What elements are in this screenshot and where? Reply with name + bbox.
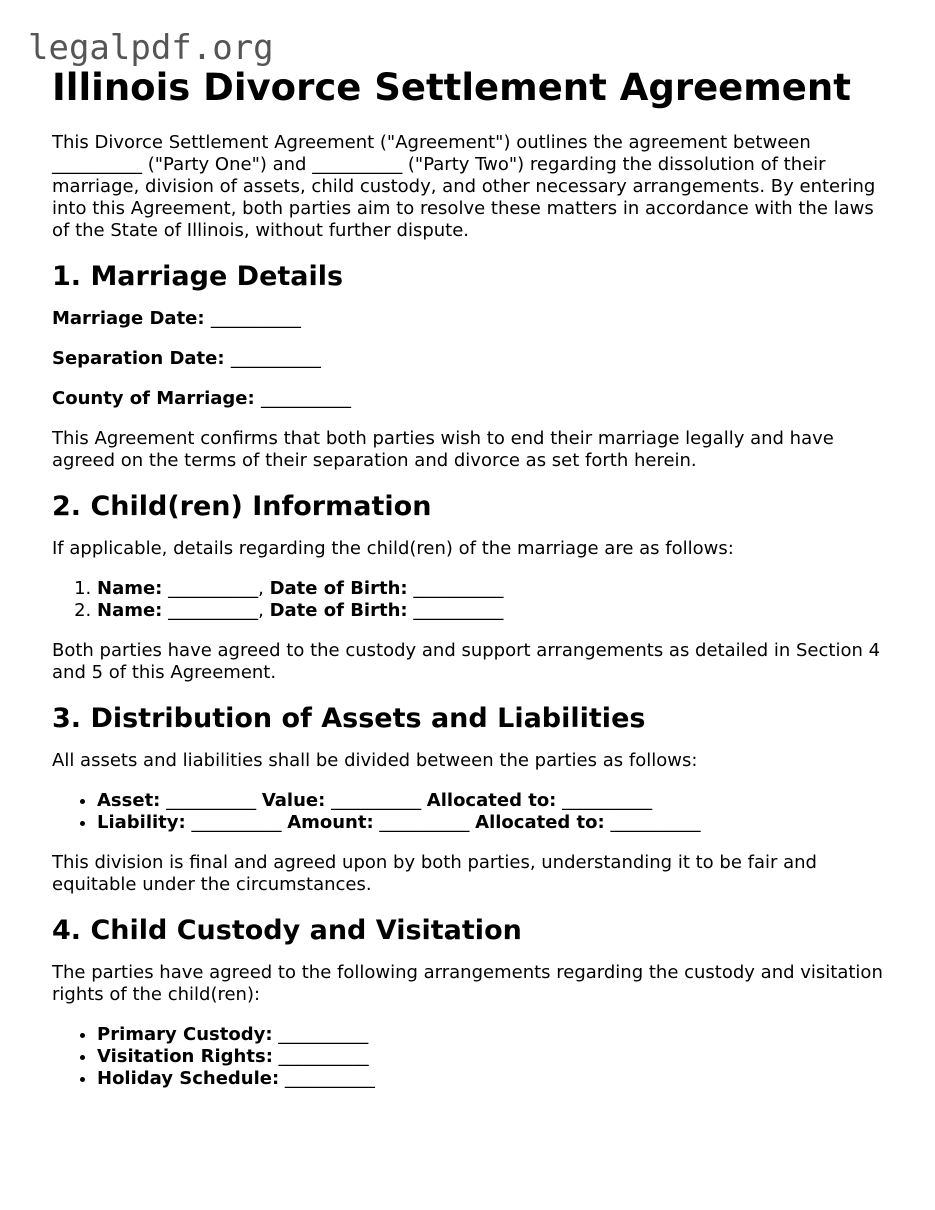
field-label: Separation Date: <box>52 348 225 369</box>
separator: , <box>258 600 264 621</box>
list-item <box>97 1024 892 1046</box>
item-label: Holiday Schedule: <box>97 1068 280 1089</box>
field-blank: __________ <box>413 578 504 599</box>
item-label: Allocated to: <box>475 812 605 833</box>
children-paragraph: Both parties have agreed to the custody and support arrangements as detailed in Section 4 and 5 of this Agreement. <box>52 640 881 683</box>
list-item <box>97 1046 892 1068</box>
item-label: Primary Custody: <box>97 1024 273 1045</box>
children-list <box>52 578 892 622</box>
field-blank: __________ <box>562 790 653 811</box>
field-blank: __________ <box>168 578 259 599</box>
field-blank: __________ <box>413 600 504 621</box>
field-blank: __________ <box>168 600 259 621</box>
marriage-date-field <box>52 308 892 330</box>
field-blank: __________ <box>278 1024 369 1045</box>
assets-intro: All assets and liabilities shall be divided between the parties as follows: <box>52 750 698 771</box>
item-label: Date of Birth: <box>269 600 408 621</box>
field-blank: __________ <box>166 790 257 811</box>
watermark: legalpdf.org <box>28 28 274 68</box>
list-item <box>97 812 892 834</box>
marriage-paragraph: This Agreement confirms that both parties wish to end their marriage legally and have agreed on the terms of their separation and divorce as set forth herein. <box>52 428 834 471</box>
field-blank: __________ <box>610 812 701 833</box>
document-title: Illinois Divorce Settlement Agreement <box>52 66 851 109</box>
field-blank: __________ <box>278 1046 369 1067</box>
section-heading-custody: 4. Child Custody and Visitation <box>52 915 522 946</box>
section-heading-children: 2. Child(ren) Information <box>52 491 432 522</box>
item-label: Liability: <box>97 812 186 833</box>
county-of-marriage-field <box>52 388 892 410</box>
list-item <box>97 600 892 622</box>
item-label: Name: <box>97 600 163 621</box>
custody-intro: The parties have agreed to the following arrangements regarding the custody and visitation rights of the child(ren): <box>52 962 883 1005</box>
field-blank: __________ <box>379 812 470 833</box>
field-blank: __________ <box>191 812 282 833</box>
item-label: Visitation Rights: <box>97 1046 273 1067</box>
field-blank: __________ <box>260 388 351 409</box>
list-item <box>97 790 892 812</box>
field-blank: __________ <box>331 790 422 811</box>
item-label: Allocated to: <box>426 790 557 811</box>
field-label: County of Marriage: <box>52 388 255 409</box>
item-label: Amount: <box>287 812 374 833</box>
item-label: Name: <box>97 578 163 599</box>
field-label: Marriage Date: <box>52 308 205 329</box>
item-label: Asset: <box>97 790 161 811</box>
section-heading-assets: 3. Distribution of Assets and Liabilities <box>52 703 646 734</box>
list-item <box>97 1068 892 1090</box>
children-intro: If applicable, details regarding the child(ren) of the marriage are as follows: <box>52 538 734 559</box>
list-item <box>97 578 892 600</box>
custody-list <box>52 1024 892 1090</box>
assets-list <box>52 790 892 834</box>
item-label: Date of Birth: <box>269 578 408 599</box>
intro-paragraph: This Divorce Settlement Agreement ("Agreement") outlines the agreement between __________ ("Party One") and __________ ("Party Two") regarding the dissolution of their marriage, division of assets, child custody, and other necessary arrangements. By entering into this Agreement, both parties aim to resolve these matters in accordance with the laws of the State of Illinois, without further dispute. <box>52 132 876 241</box>
field-blank: __________ <box>230 348 321 369</box>
section-heading-marriage: 1. Marriage Details <box>52 261 344 292</box>
separator: , <box>258 578 264 599</box>
assets-paragraph: This division is final and agreed upon by both parties, understanding it to be fair and equitable under the circumstances. <box>52 852 817 895</box>
document-page <box>52 66 892 1108</box>
field-blank: __________ <box>284 1068 375 1089</box>
item-label: Value: <box>261 790 326 811</box>
field-blank: __________ <box>210 308 301 329</box>
separation-date-field <box>52 348 892 370</box>
